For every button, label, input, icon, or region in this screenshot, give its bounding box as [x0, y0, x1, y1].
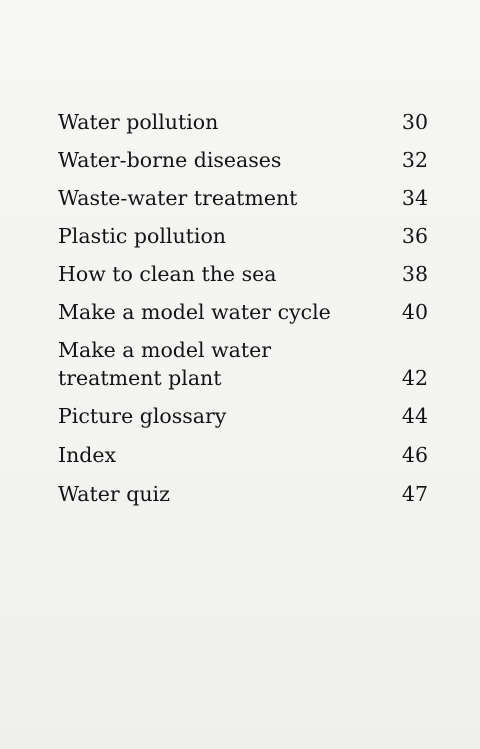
toc-entry-title: Picture glossary	[58, 404, 227, 428]
toc-entry-page-number: 46	[401, 443, 428, 467]
toc-entry-how-to-clean-the-sea	[58, 260, 428, 288]
toc-entry-picture-glossary	[58, 402, 428, 430]
toc-entry-page-number: 38	[401, 262, 428, 286]
toc-entry-page-number: 40	[401, 300, 428, 324]
toc-entry-title: Water-borne diseases	[58, 148, 282, 172]
toc-entry-page-number: 32	[401, 148, 428, 172]
toc-entry-title: Waste-water treatment	[58, 186, 298, 210]
toc-entry-water-pollution	[58, 108, 428, 136]
toc-entry-title: Water quiz	[58, 482, 170, 506]
toc-entry-title: Water pollution	[58, 110, 219, 134]
toc-entry-title: Make a model water cycle	[58, 300, 331, 324]
table-of-contents	[58, 108, 428, 508]
toc-entry-page-number: 34	[401, 186, 428, 210]
toc-entry-title: Index	[58, 443, 117, 467]
toc-entry-waste-water-treatment	[58, 184, 428, 212]
toc-entry-page-number: 36	[401, 224, 428, 248]
toc-entry-model-water-treatment-plant	[58, 336, 428, 392]
toc-entry-page-number: 30	[401, 110, 428, 134]
toc-entry-water-quiz	[58, 480, 428, 508]
toc-entry-page-number: 47	[401, 482, 428, 506]
toc-entry-index	[58, 441, 428, 469]
toc-entry-title: How to clean the sea	[58, 262, 277, 286]
toc-entry-title: Make a model water treatment plant	[58, 338, 272, 390]
toc-entry-plastic-pollution	[58, 222, 428, 250]
toc-entry-page-number: 42	[401, 366, 428, 390]
toc-entry-title: Plastic pollution	[58, 224, 227, 248]
toc-entry-water-borne-diseases	[58, 146, 428, 174]
toc-entry-page-number: 44	[401, 404, 428, 428]
toc-entry-model-water-cycle	[58, 298, 428, 326]
